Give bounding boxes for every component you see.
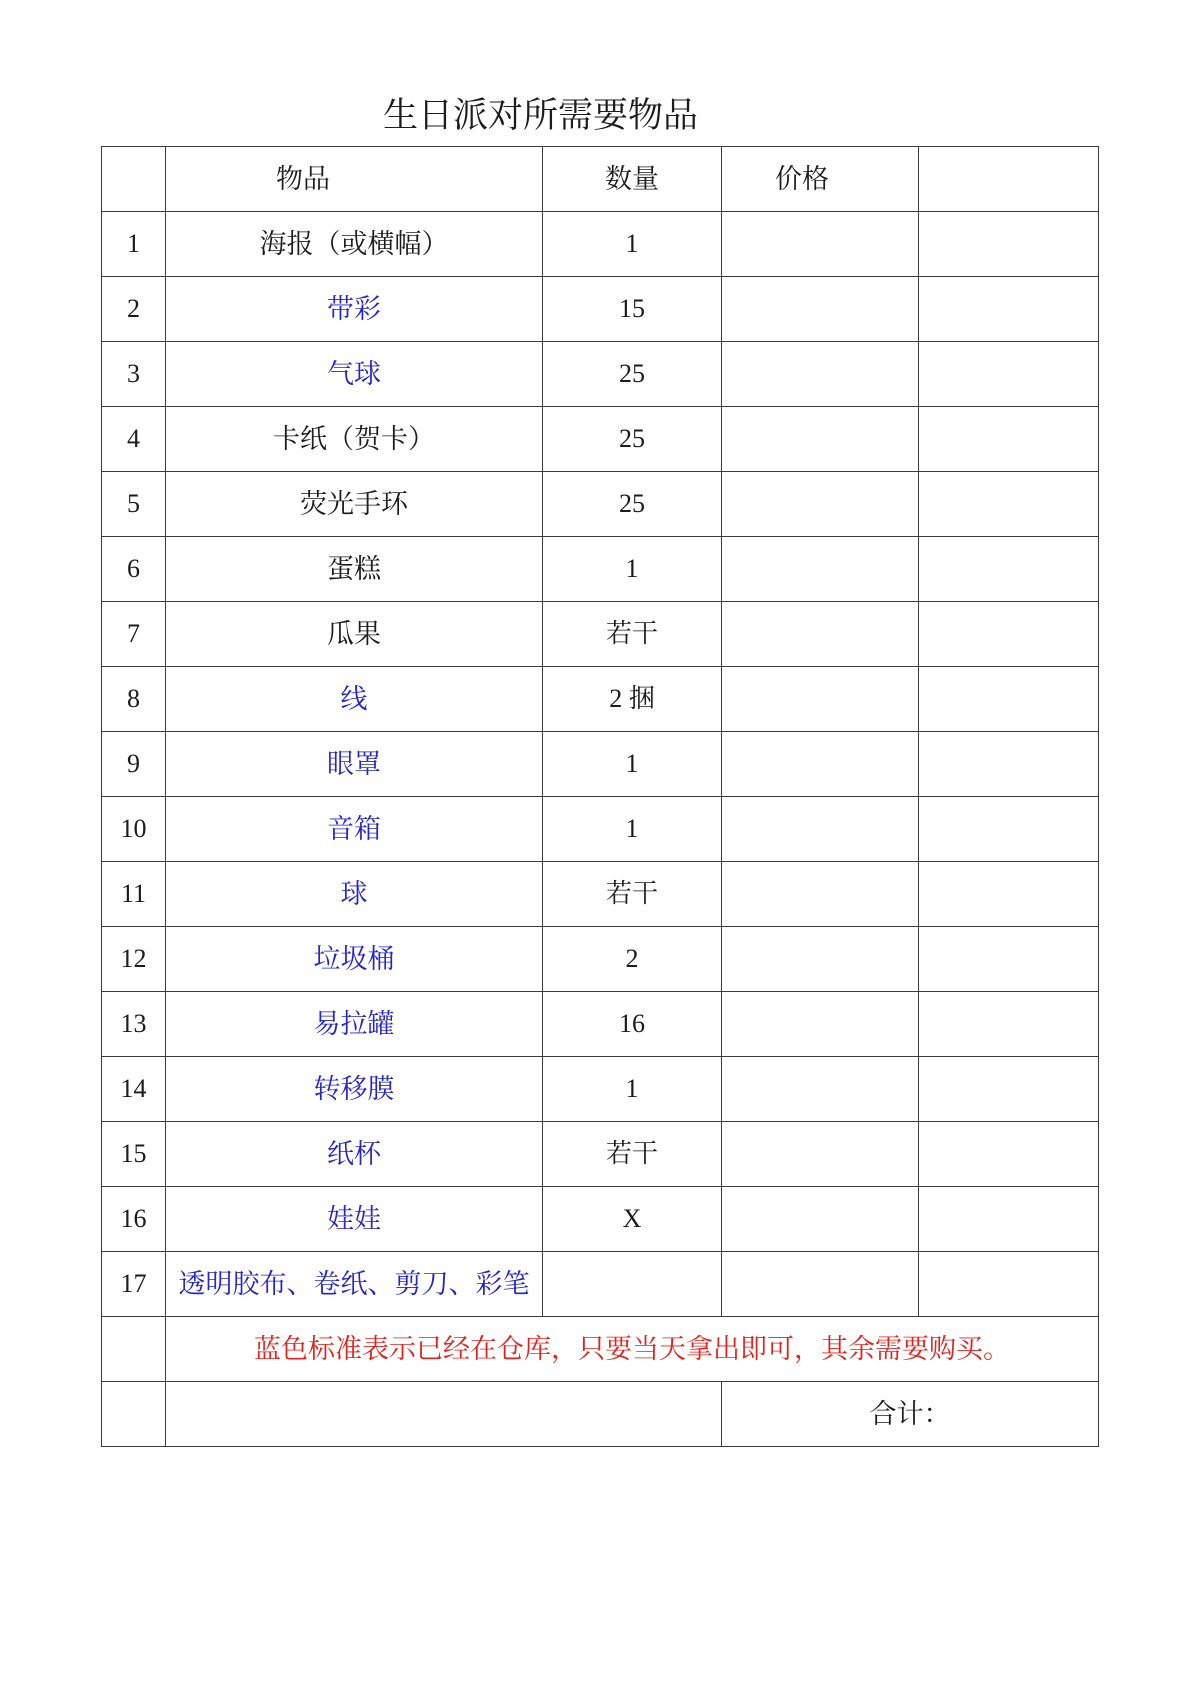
- item-price-cell: [722, 927, 919, 992]
- row-number: 16: [102, 1187, 166, 1252]
- total-label: 合计：: [722, 1382, 1099, 1447]
- table-row: [102, 1057, 1099, 1122]
- item-price-cell: [722, 1122, 919, 1187]
- item-price-cell: [722, 797, 919, 862]
- row-number: 9: [102, 732, 166, 797]
- note-number-cell: [102, 1317, 166, 1382]
- header-price: 价格: [722, 147, 919, 212]
- item-price-cell: [722, 537, 919, 602]
- item-name: 荧光手环: [166, 472, 543, 537]
- row-number: 15: [102, 1122, 166, 1187]
- row-number: 12: [102, 927, 166, 992]
- row-number: 6: [102, 537, 166, 602]
- item-name: 透明胶布、卷纸、剪刀、彩笔: [166, 1252, 543, 1317]
- item-quantity: 1: [543, 212, 722, 277]
- item-quantity: [543, 1252, 722, 1317]
- item-name: 纸杯: [166, 1122, 543, 1187]
- item-quantity: 25: [543, 407, 722, 472]
- item-extra-cell: [919, 992, 1099, 1057]
- item-price-cell: [722, 342, 919, 407]
- item-name: 蛋糕: [166, 537, 543, 602]
- table-row: [102, 1187, 1099, 1252]
- table-row: [102, 212, 1099, 277]
- item-name: 线: [166, 667, 543, 732]
- item-extra-cell: [919, 927, 1099, 992]
- item-extra-cell: [919, 342, 1099, 407]
- item-quantity: 若干: [543, 602, 722, 667]
- table-row: [102, 797, 1099, 862]
- total-blank-cell: [166, 1382, 722, 1447]
- item-quantity: 1: [543, 797, 722, 862]
- table-row: [102, 862, 1099, 927]
- row-number: 7: [102, 602, 166, 667]
- table-row: [102, 407, 1099, 472]
- item-price-cell: [722, 602, 919, 667]
- item-extra-cell: [919, 277, 1099, 342]
- row-number: 17: [102, 1252, 166, 1317]
- item-extra-cell: [919, 667, 1099, 732]
- item-quantity: 16: [543, 992, 722, 1057]
- table-header-row: [102, 147, 1099, 212]
- item-quantity: 1: [543, 1057, 722, 1122]
- item-name: 转移膜: [166, 1057, 543, 1122]
- item-name: 音箱: [166, 797, 543, 862]
- item-name: 球: [166, 862, 543, 927]
- items-table: [101, 146, 1099, 1447]
- table-row: [102, 277, 1099, 342]
- item-quantity: 1: [543, 732, 722, 797]
- item-name: 娃娃: [166, 1187, 543, 1252]
- row-number: 3: [102, 342, 166, 407]
- table-row: [102, 667, 1099, 732]
- row-number: 1: [102, 212, 166, 277]
- item-name: 瓜果: [166, 602, 543, 667]
- table-row: [102, 992, 1099, 1057]
- item-price-cell: [722, 1187, 919, 1252]
- item-name: 带彩: [166, 277, 543, 342]
- item-extra-cell: [919, 862, 1099, 927]
- item-price-cell: [722, 862, 919, 927]
- item-quantity: 25: [543, 342, 722, 407]
- item-price-cell: [722, 212, 919, 277]
- table-row: [102, 537, 1099, 602]
- header-extra-cell: [919, 147, 1099, 212]
- row-number: 14: [102, 1057, 166, 1122]
- note-row: [102, 1317, 1099, 1382]
- item-name: 气球: [166, 342, 543, 407]
- item-extra-cell: [919, 1187, 1099, 1252]
- item-name: 垃圾桶: [166, 927, 543, 992]
- table-row: [102, 602, 1099, 667]
- item-quantity: 2 捆: [543, 667, 722, 732]
- item-extra-cell: [919, 472, 1099, 537]
- header-quantity: 数量: [543, 147, 722, 212]
- item-quantity: 若干: [543, 1122, 722, 1187]
- item-extra-cell: [919, 732, 1099, 797]
- item-price-cell: [722, 1057, 919, 1122]
- stock-note: 蓝色标准表示已经在仓库，只要当天拿出即可，其余需要购买。: [166, 1317, 1099, 1382]
- item-quantity: 若干: [543, 862, 722, 927]
- item-price-cell: [722, 992, 919, 1057]
- table-row: [102, 1252, 1099, 1317]
- total-row: [102, 1382, 1099, 1447]
- item-extra-cell: [919, 1057, 1099, 1122]
- row-number: 11: [102, 862, 166, 927]
- row-number: 5: [102, 472, 166, 537]
- item-extra-cell: [919, 537, 1099, 602]
- item-name: 易拉罐: [166, 992, 543, 1057]
- item-extra-cell: [919, 407, 1099, 472]
- item-name: 海报（或横幅）: [166, 212, 543, 277]
- row-number: 4: [102, 407, 166, 472]
- item-price-cell: [722, 407, 919, 472]
- item-price-cell: [722, 667, 919, 732]
- total-number-cell: [102, 1382, 166, 1447]
- header-number-cell: [102, 147, 166, 212]
- row-number: 8: [102, 667, 166, 732]
- item-extra-cell: [919, 1122, 1099, 1187]
- item-price-cell: [722, 732, 919, 797]
- row-number: 13: [102, 992, 166, 1057]
- header-item: 物品: [166, 147, 543, 212]
- item-quantity: 15: [543, 277, 722, 342]
- table-row: [102, 732, 1099, 797]
- item-extra-cell: [919, 212, 1099, 277]
- row-number: 10: [102, 797, 166, 862]
- row-number: 2: [102, 277, 166, 342]
- item-price-cell: [722, 1252, 919, 1317]
- item-extra-cell: [919, 797, 1099, 862]
- item-quantity: 2: [543, 927, 722, 992]
- table-row: [102, 342, 1099, 407]
- table-row: [102, 1122, 1099, 1187]
- document-title: 生日派对所需要物品: [383, 96, 699, 135]
- item-price-cell: [722, 277, 919, 342]
- item-extra-cell: [919, 602, 1099, 667]
- item-quantity: 25: [543, 472, 722, 537]
- table-row: [102, 927, 1099, 992]
- item-quantity: 1: [543, 537, 722, 602]
- item-quantity: X: [543, 1187, 722, 1252]
- item-name: 眼罩: [166, 732, 543, 797]
- table-row: [102, 472, 1099, 537]
- item-name: 卡纸（贺卡）: [166, 407, 543, 472]
- item-price-cell: [722, 472, 919, 537]
- item-extra-cell: [919, 1252, 1099, 1317]
